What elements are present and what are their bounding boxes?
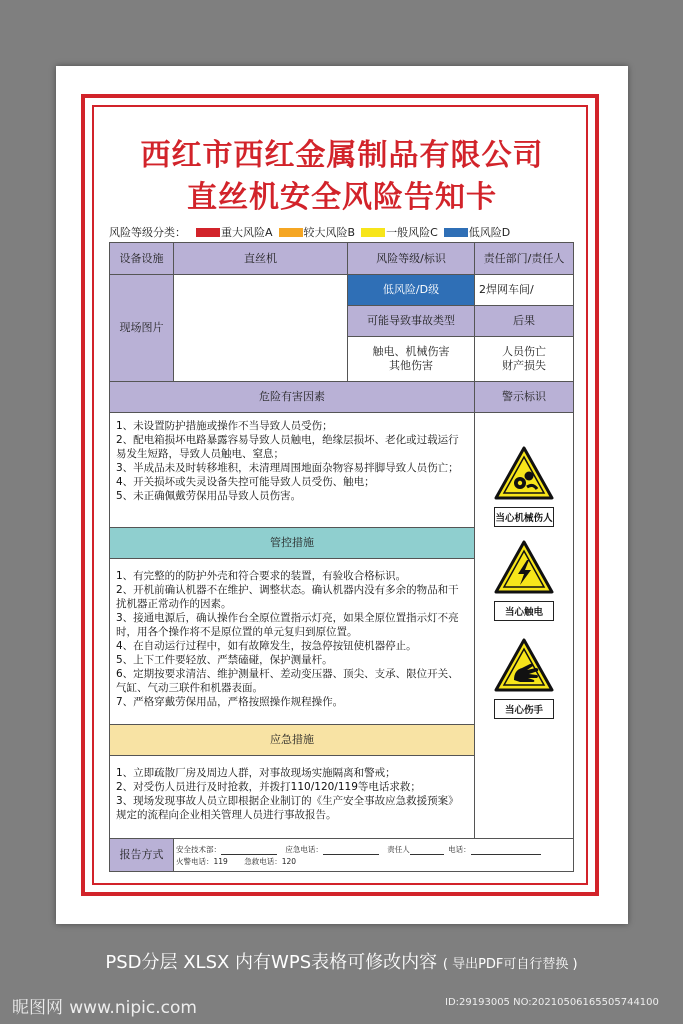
consequence-value [474, 336, 574, 382]
gear-hand-warning-icon [494, 446, 554, 502]
sign-electric-shock [484, 540, 564, 621]
legend-swatch-blue [444, 228, 468, 237]
hazards-header: 危险有害因素 [109, 381, 475, 413]
dept-value: 2焊网车间/ [474, 274, 574, 306]
watermark-site: www.nipic.com [69, 998, 197, 1018]
legend-swatch-red [196, 228, 220, 237]
legend-item-c [361, 224, 438, 240]
tech-dept-label: 安全技术部： [176, 845, 221, 854]
control-item: 5、上下工件要轻放、严禁磕碰，保护测量杆。 [116, 654, 333, 666]
fire-phone: 火警电话：119 [176, 857, 228, 866]
control-item: 1、有完整的的防护外壳和符合要求的装置，有验收合格标识。 [116, 570, 407, 582]
accident-type-line: 触电、机械伤害 [372, 345, 450, 358]
blank-line [221, 846, 277, 855]
emergency-phone-label: 应急电话： [285, 845, 323, 854]
legend-text: 低风险D [468, 226, 511, 239]
hazard-item: 5、未正确佩戴劳保用品导致人员伤害。 [116, 490, 302, 502]
footer-banner [0, 948, 683, 974]
hazard-item: 4、开关损坏或失灵设备失控可能导致人员受伤、触电； [116, 476, 375, 488]
accident-type-value [347, 336, 475, 382]
sign-mechanical-injury [484, 446, 564, 527]
sign-hand-injury [484, 638, 564, 719]
accident-type-line: 其他伤害 [389, 359, 433, 372]
report-line-1 [176, 844, 541, 855]
legend-text: 较大风险B [303, 226, 356, 239]
consequence-line: 财产损失 [502, 359, 546, 372]
emergency-item: 1、立即疏散厂房及周边人群，对事故现场实施隔离和警戒； [116, 767, 396, 779]
phone-label: 电话： [448, 845, 471, 854]
company-title: 西红市西红金属制品有限公司 [140, 138, 544, 173]
hand-injury-warning-icon [494, 638, 554, 694]
dept-header: 责任部门/责任人 [474, 242, 574, 275]
watermark-id: ID:29193005 NO:20210506165505744100 [445, 997, 659, 1008]
blank-line [471, 846, 541, 855]
watermark-logo [12, 993, 197, 1018]
control-item: 6、定期按要求清洁、维护测量杆、差动变压器、顶尖、支承、限位开关、气缸、气动三联件和机器表面。 [116, 668, 459, 694]
accident-type-header: 可能导致事故类型 [347, 305, 475, 337]
sign-caption: 当心触电 [494, 601, 554, 621]
notice-card [56, 66, 628, 924]
blank-line [410, 846, 444, 855]
risk-legend [109, 224, 579, 240]
footer-text: PSD分层 XLSX 内有WPS表格可修改内容 [105, 952, 438, 973]
responsible-label: 责任人 [387, 845, 410, 854]
control-item: 2、开机前确认机器不在维护、调整状态。确认机器内没有多余的物品和干扰机器正常动作的因素。 [116, 584, 459, 610]
sign-caption: 当心伤手 [494, 699, 554, 719]
hazard-item: 2、配电箱损坏电路暴露容易导致人员触电，绝缘层损坏、老化或过载运行易发生短路，导致人员触电、窒息； [116, 434, 459, 460]
sign-caption: 当心机械伤人 [494, 507, 554, 527]
legend-item-d [444, 224, 510, 240]
watermark-logo-text: 昵图网 [12, 998, 63, 1018]
warning-header: 警示标识 [474, 381, 574, 413]
blank-line [323, 846, 379, 855]
risk-level-value: 低风险/D级 [347, 274, 475, 306]
hazards-list [109, 412, 475, 528]
hazard-item: 1、未设置防护措施或操作不当导致人员受伤； [116, 420, 333, 432]
legend-item-b [279, 224, 356, 240]
control-list [109, 558, 475, 725]
consequence-line: 人员伤亡 [502, 345, 546, 358]
legend-text: 一般风险C [386, 226, 438, 239]
equipment-header: 设备设施 [109, 242, 174, 275]
legend-swatch-orange [279, 228, 303, 237]
report-line-2 [176, 856, 296, 867]
legend-label: 风险等级分类： [109, 226, 186, 239]
card-title: 直丝机安全风险告知卡 [187, 180, 497, 215]
control-item: 7、严格穿戴劳保用品，严格按照操作规程操作。 [116, 696, 344, 708]
emergency-item: 3、现场发现事故人员立即根据企业制订的《生产安全事故应急救援预案》规定的流程向企业相关管理人员进行事故报告。 [116, 795, 459, 821]
legend-text: 重大风险A [221, 226, 273, 239]
consequence-header: 后果 [474, 305, 574, 337]
legend-swatch-yellow [361, 228, 385, 237]
hazard-item: 3、半成品未及时转移堆积，未清理周围地面杂物容易拌脚导致人员伤亡； [116, 462, 459, 474]
control-header: 管控措施 [109, 527, 475, 559]
site-photo-label: 现场图片 [109, 274, 174, 382]
legend-item-a [196, 224, 273, 240]
control-item: 4、在自动运行过程中，如有故障发生，按急停按钮使机器停止。 [116, 640, 417, 652]
control-item: 3、接通电源后，确认操作台全原位置指示灯亮，如果全原位置指示灯不亮时，用各个操作将不是原位置的单元复归到原位置。 [116, 612, 459, 638]
footer-note: ( 导出PDF可自行替换 ) [442, 957, 578, 972]
report-header: 报告方式 [109, 838, 174, 872]
emergency-list [109, 755, 475, 839]
risk-level-header: 风险等级/标识 [347, 242, 475, 275]
emergency-header: 应急措施 [109, 724, 475, 756]
site-photo-area [173, 274, 348, 382]
equipment-value: 直丝机 [173, 242, 348, 275]
ambulance-phone: 急救电话：120 [244, 857, 297, 866]
emergency-item: 2、对受伤人员进行及时抢救，并拨打110/120/119等电话求救； [116, 781, 421, 793]
electric-shock-warning-icon [494, 540, 554, 596]
